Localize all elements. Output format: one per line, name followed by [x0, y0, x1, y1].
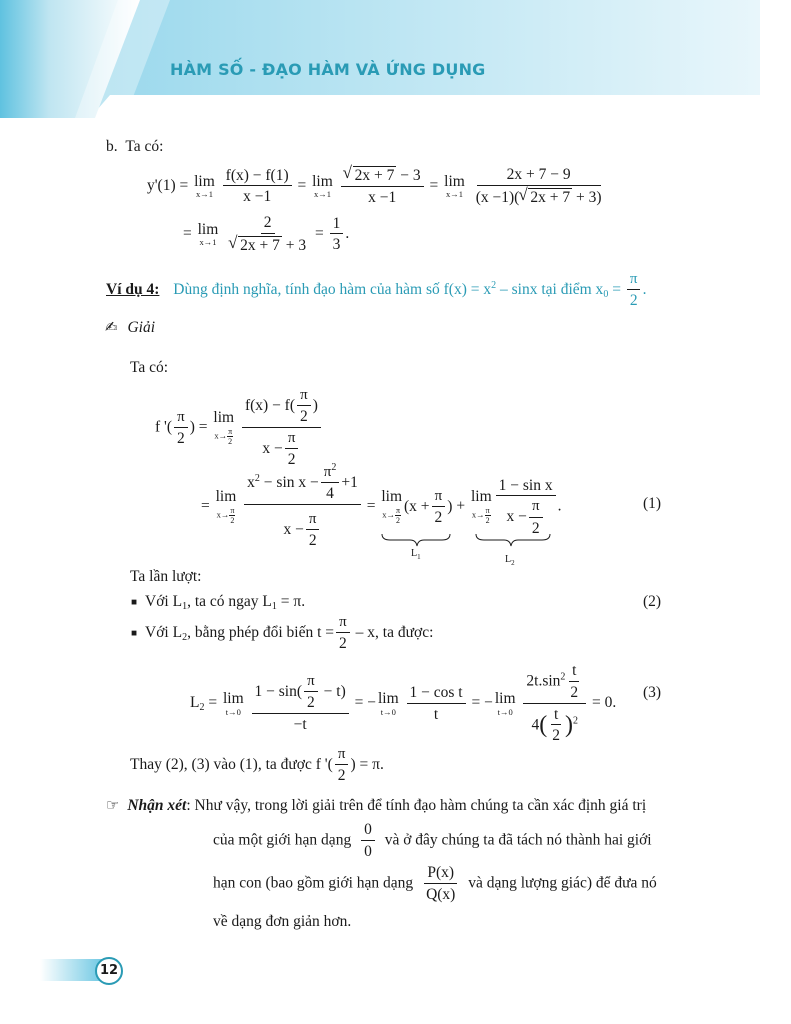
steps-intro: Ta lần lượt:: [130, 568, 202, 585]
example-4: [106, 271, 646, 310]
header-title: HÀM SỐ - ĐẠO HÀM VÀ ỨNG DỤNG: [170, 60, 486, 79]
label-L1: $L_1$: [411, 548, 421, 561]
solution-heading: [105, 318, 155, 337]
part-b-equation-1: y'(1) = lim x→1 $\frac{f(x) - f(1)}{x -1}$ = lim x→1 √ $\frac{2x + 7 - 3}{x -1}$ = lim x→1 $\frac{2x + 7 - 9}{(x -1)(√ 2x + 7 + 3)}$: [147, 166, 606, 207]
page-header: [0, 0, 791, 118]
solution-intro: Ta có:: [130, 359, 169, 376]
remark-line-2: của một giới hạn dạng $\frac{0}{0}$ và ở đây chúng ta đã tách nó thành hai giới: [213, 821, 652, 860]
page-number: 12: [95, 957, 123, 985]
footer-bar: [40, 955, 140, 985]
part-b-equation-2: = lim x→1 2 √ 2x + 7 + 3 = $\frac{1}{3}$ .: [183, 214, 349, 255]
example-label: Ví dụ 4:: [106, 281, 160, 299]
equation-number-2: (2): [643, 593, 662, 610]
square-bullet-icon: ■: [131, 628, 138, 640]
derivative-definition: f '( $\frac{\pi}{2}$ ) = lim x→ $\frac{\pi}{2}$ f(x) − f( $\frac{\pi}{2}$ ) x − $\frac{\pi}{2}$: [155, 387, 323, 469]
underbraces: [380, 532, 560, 568]
pointing-hand-icon: ☞: [106, 796, 120, 814]
derivative-expansion: = lim x→ $\frac{\pi}{2}$ $x^2 - \sin x$ − $\frac{\pi^2}{4}$ +1 x − $\frac{\pi}{2}$ = lim x→ $\frac{\pi}{2}$ (x + $\frac{\pi}{2}$ ) + lim x→ $\frac{\pi}{2}$ 1 − sin x x − $\frac{\pi}{2}$ .: [201, 462, 562, 550]
bullet-L1: ■ Với $L_1$, ta có ngay $L_1 = \pi$.: [131, 593, 306, 612]
example-statement: Dùng định nghĩa, tính đạo hàm của hàm số $f(x) = x^2 - \sin x$ tại điểm $x_0$ = $\frac{\pi}{2}$ .: [173, 271, 647, 310]
square-bullet-icon: ■: [131, 597, 138, 608]
limit-L1: lim x→ $\frac{\pi}{2}$ (x + $\frac{\pi}{2}$ ): [381, 487, 453, 526]
writing-hand-icon: ✍: [105, 318, 118, 336]
remark-line-3: hạn con (bao gồm giới hạn dạng $\frac{P(x)}{Q(x)}$ và dạng lượng giác) để đưa nó: [213, 864, 657, 903]
L2-computation: $L_2$ = lim t→0 1 − sin( $\frac{\pi}{2}$ − t) −t = − lim t→0 $\frac{\text{1 − cos t}}{t}$ = − lim t→0 $2t.\sin^2$ $\frac{t}{2}$ 4( $\frac{t}{2}$ )$^2$ = 0.: [190, 662, 617, 745]
remark-label: Nhận xét: [127, 797, 187, 814]
solution-title: Giải: [127, 319, 156, 336]
remark-line-4: về dạng đơn giản hơn.: [213, 913, 352, 930]
header-banner: [0, 0, 791, 118]
bullet-L2: ■ Với $L_2$, bằng phép đổi biến t = $\frac{\pi}{2}$ – x, ta được:: [131, 614, 434, 653]
remark-line-1: ☞ Nhận xét: Như vậy, trong lời giải trên để tính đạo hàm chúng ta cần xác định giá trị: [106, 796, 647, 814]
substitution-result: Thay (2), (3) vào (1), ta được f '( $\frac{\pi}{2}$ ) = π.: [130, 746, 384, 785]
equation-number-3: (3): [643, 684, 662, 701]
equation-number-1: (1): [643, 495, 662, 512]
part-b-label: b. Ta có:: [106, 138, 164, 155]
limit-L2: lim x→ $\frac{\pi}{2}$ 1 − sin x x − $\frac{\pi}{2}$: [469, 477, 558, 538]
label-L2: $L_2$: [505, 554, 515, 567]
